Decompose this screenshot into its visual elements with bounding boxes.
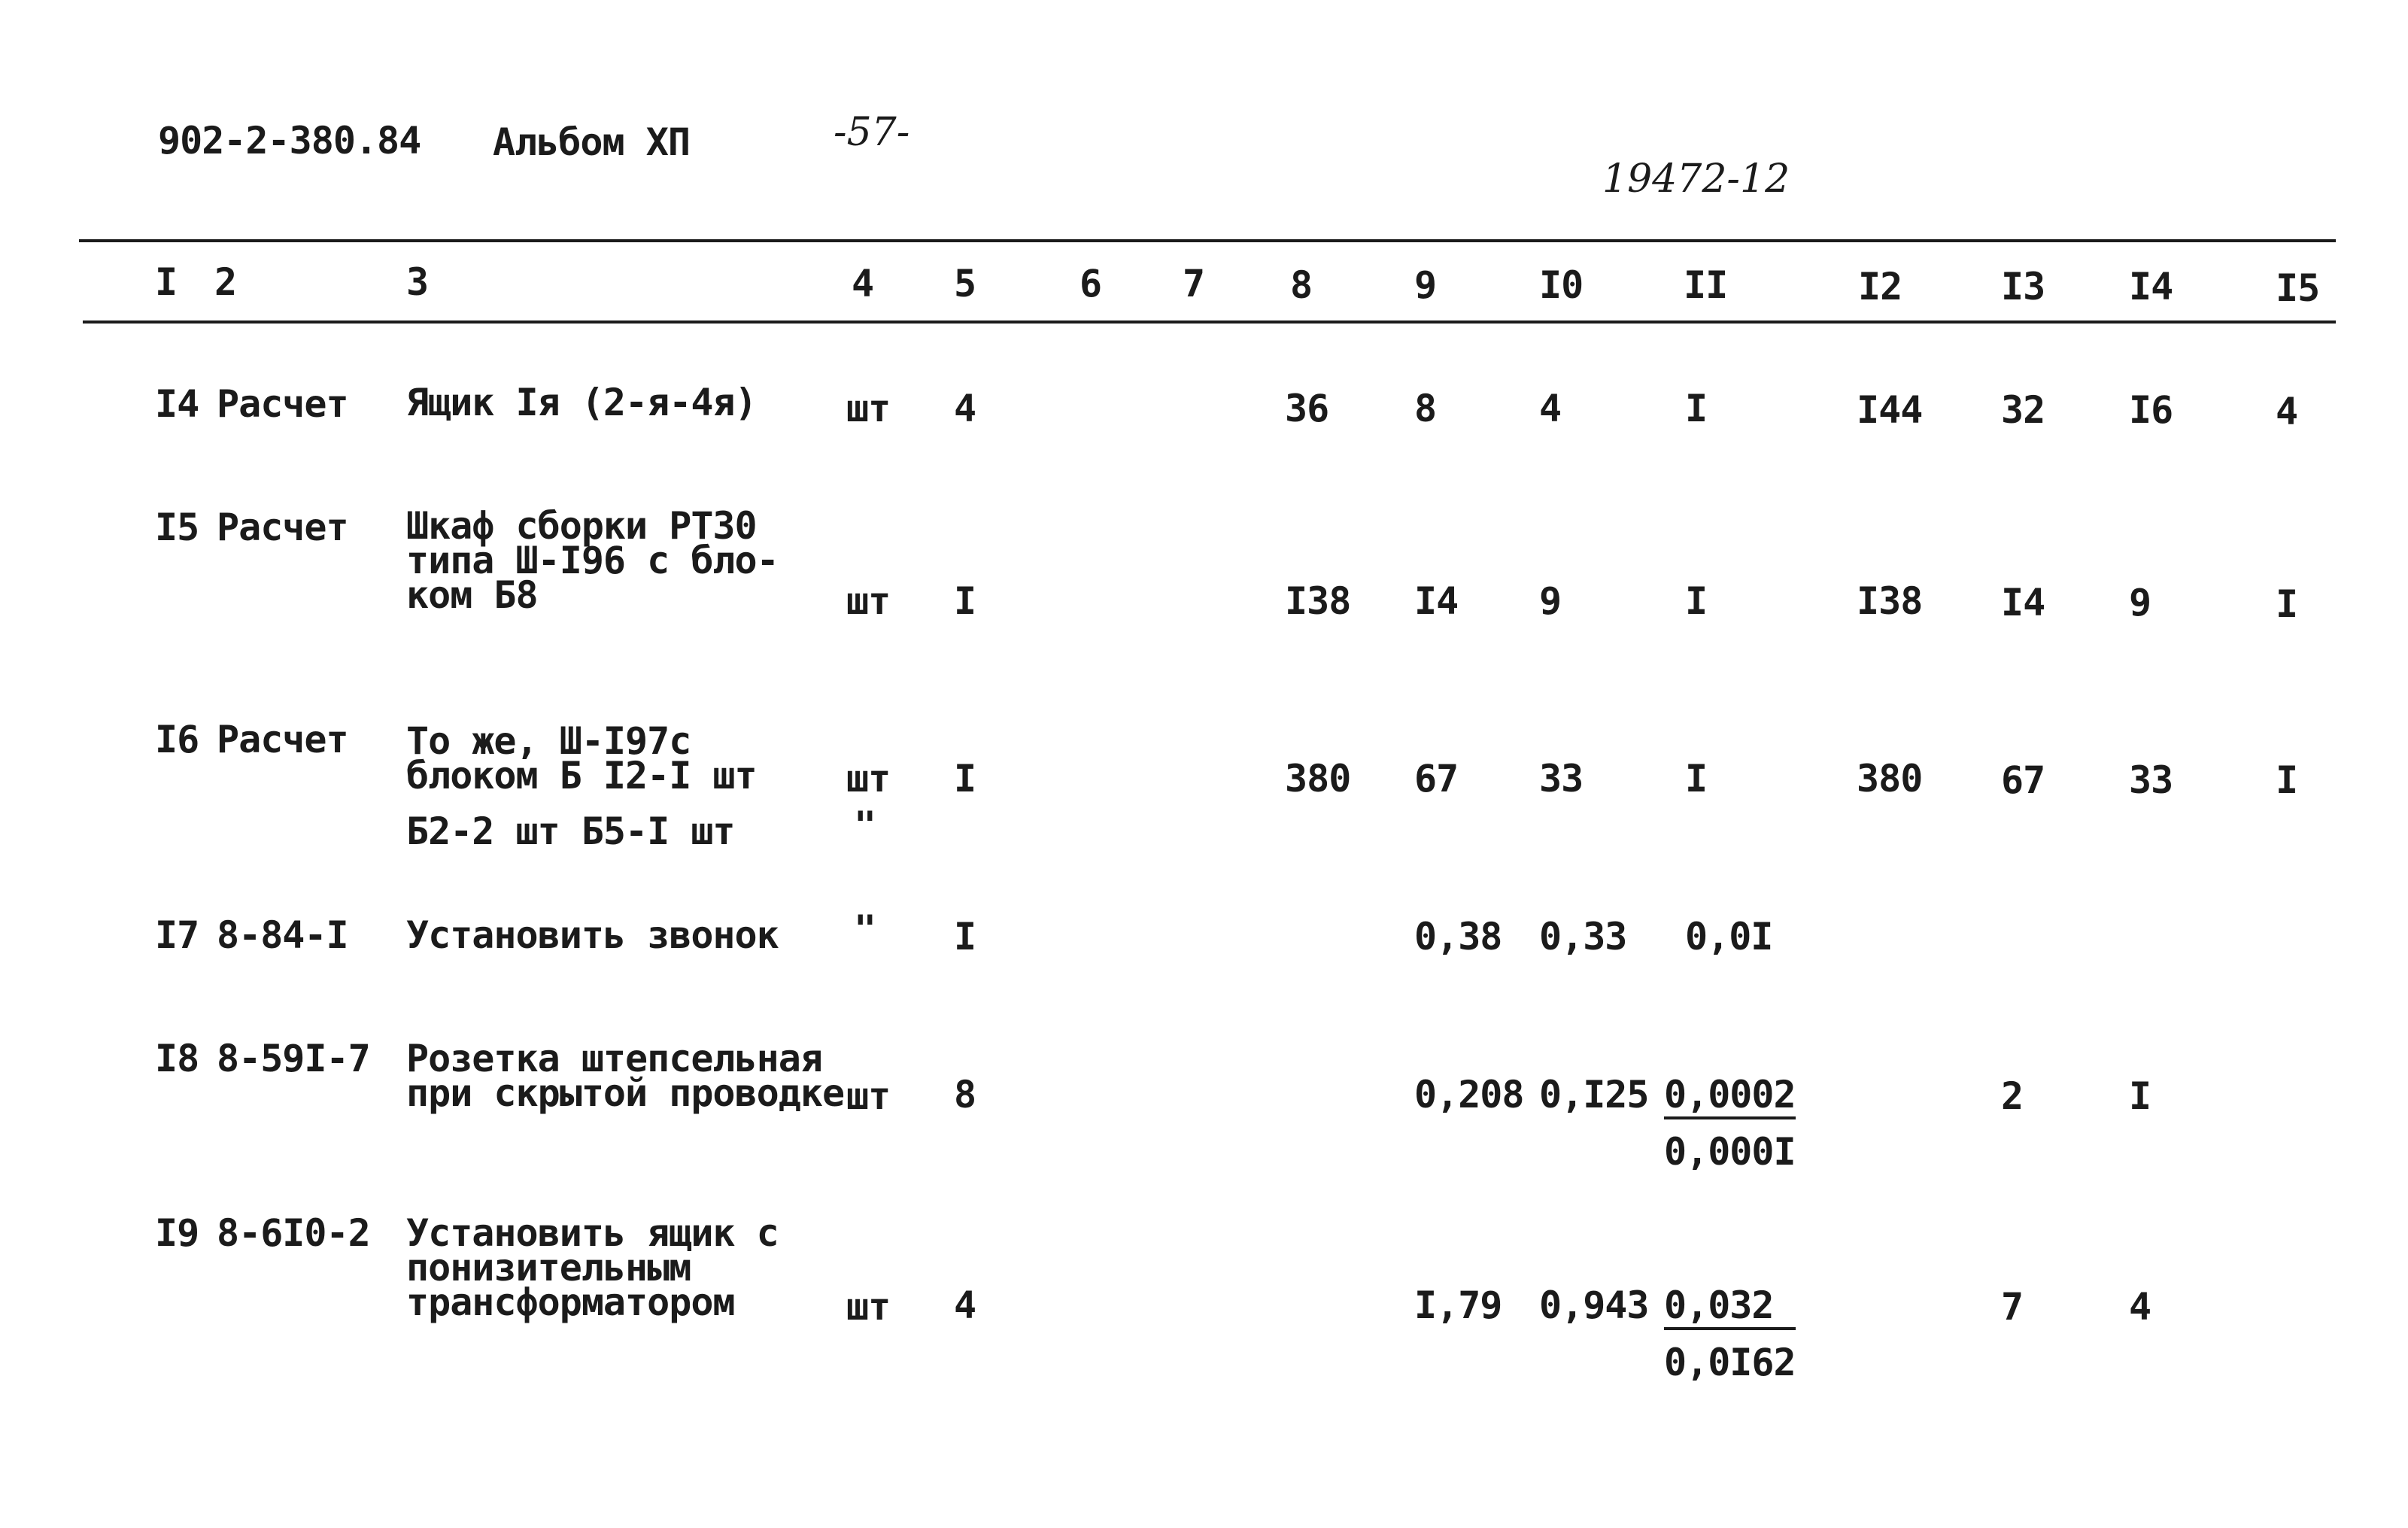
row-col5: I [954, 915, 976, 958]
column-header-13: I3 [2001, 265, 2045, 308]
row-col5: 8 [954, 1073, 976, 1116]
row-number: I7 [155, 913, 199, 957]
row-col10: 0,33 [1539, 915, 1627, 958]
row-number: I4 [155, 382, 199, 426]
row-unit: " [854, 907, 876, 951]
column-header-2: 2 [214, 260, 237, 304]
row-code: Расчет [217, 382, 348, 426]
column-header-15: I5 [2276, 266, 2320, 310]
row-col10: 0,I25 [1539, 1073, 1649, 1116]
column-header-14: I4 [2129, 265, 2173, 308]
row-col9: I,79 [1414, 1283, 1502, 1327]
row-col12: I44 [1857, 388, 1923, 432]
column-header-11: II [1684, 263, 1728, 307]
row-name: Шкаф сборки РТ30 типа Ш-I96 с бло- ком Б8 [406, 504, 779, 617]
page-number: -57- [834, 110, 910, 155]
row-col13: 32 [2001, 388, 2045, 432]
row-col10: 0,943 [1539, 1283, 1649, 1327]
row-col5: 4 [954, 387, 976, 430]
row-unit: шт [846, 579, 891, 623]
row-col5: 4 [954, 1283, 976, 1327]
row-col8: 36 [1285, 387, 1329, 430]
column-header-6: 6 [1080, 262, 1102, 305]
row-col11: I [1685, 387, 1708, 430]
fraction-denominator: 0,0I62 [1664, 1341, 1796, 1384]
row-col15: 4 [2276, 390, 2298, 433]
row-col10: 9 [1539, 579, 1562, 623]
handwritten-reference: 19472-12 [1602, 156, 1790, 202]
header-bottom-rule [83, 320, 2336, 324]
row-code: 8-6I0-2 [217, 1211, 370, 1255]
column-header-1: I [155, 260, 178, 304]
row-col14: I6 [2129, 388, 2173, 432]
row-number: I6 [155, 718, 199, 761]
row-code: 8-84-I [217, 913, 348, 957]
row-col11: I [1685, 757, 1708, 800]
row-col15: I [2276, 582, 2298, 626]
row-col11-fraction [1664, 1073, 1796, 1174]
row-col10: 4 [1539, 387, 1562, 430]
row-col9: I4 [1414, 579, 1459, 623]
column-header-4: 4 [852, 262, 874, 305]
row-col15: I [2276, 758, 2298, 802]
row-name: Розетка штепсельная при скрытой проводке [406, 1037, 845, 1115]
column-header-8: 8 [1290, 263, 1313, 307]
row-number: I8 [155, 1037, 199, 1080]
fraction-denominator: 0,000I [1664, 1130, 1796, 1174]
row-number: I9 [155, 1211, 199, 1255]
column-header-5: 5 [954, 262, 976, 305]
row-col11: 0,0I [1685, 915, 1773, 958]
row-col13: 7 [2001, 1285, 2024, 1329]
row-col5: I [954, 579, 976, 623]
row-col13: I4 [2001, 581, 2045, 624]
row-code: Расчет [217, 718, 348, 761]
row-col11-fraction [1664, 1283, 1796, 1384]
column-header-9: 9 [1414, 263, 1437, 307]
row-col10: 33 [1539, 757, 1584, 800]
row-col14: 4 [2129, 1285, 2151, 1329]
header-top-rule [79, 239, 2336, 242]
row-col8: 380 [1285, 757, 1351, 800]
document-code: 902-2-380.84 [158, 119, 421, 163]
row-col14: 33 [2129, 758, 2173, 802]
row-col13: 67 [2001, 758, 2045, 802]
row-col8: I38 [1285, 579, 1351, 623]
row-name-extra: Б2-2 шт Б5-I шт [406, 810, 735, 853]
row-col9: 0,38 [1414, 915, 1502, 958]
row-number: I5 [155, 506, 199, 549]
row-unit: шт [846, 1285, 891, 1329]
row-unit: шт [846, 1074, 891, 1118]
row-unit: шт [846, 757, 891, 800]
column-header-10: I0 [1539, 263, 1584, 307]
row-code: 8-59I-7 [217, 1037, 370, 1080]
column-header-12: I2 [1858, 265, 1902, 308]
row-col11: I [1685, 579, 1708, 623]
row-col9: 8 [1414, 387, 1437, 430]
row-name: Установить звонок [406, 913, 779, 957]
row-name: Установить ящик с понизительным трансформатором [406, 1211, 779, 1324]
row-col14: I [2129, 1074, 2151, 1118]
fraction-numerator: 0,0002 [1664, 1076, 1796, 1119]
row-unit-ditto: " [854, 803, 876, 847]
row-name: Ящик Iя (2-я-4я) [406, 381, 757, 424]
row-col12: 380 [1857, 757, 1923, 800]
row-col13: 2 [2001, 1074, 2024, 1118]
fraction-numerator: 0,032 [1664, 1286, 1796, 1330]
row-unit: шт [846, 387, 891, 430]
row-col9: 67 [1414, 757, 1459, 800]
album-label: Альбом XП [493, 120, 690, 164]
row-code: Расчет [217, 506, 348, 549]
row-col12: I38 [1857, 579, 1923, 623]
row-name: То же, Ш-I97с блоком Б I2-I шт [406, 719, 757, 797]
column-header-7: 7 [1183, 262, 1205, 305]
row-col5: I [954, 757, 976, 800]
row-col14: 9 [2129, 581, 2151, 624]
row-col9: 0,208 [1414, 1073, 1524, 1116]
column-header-3: 3 [406, 260, 429, 304]
